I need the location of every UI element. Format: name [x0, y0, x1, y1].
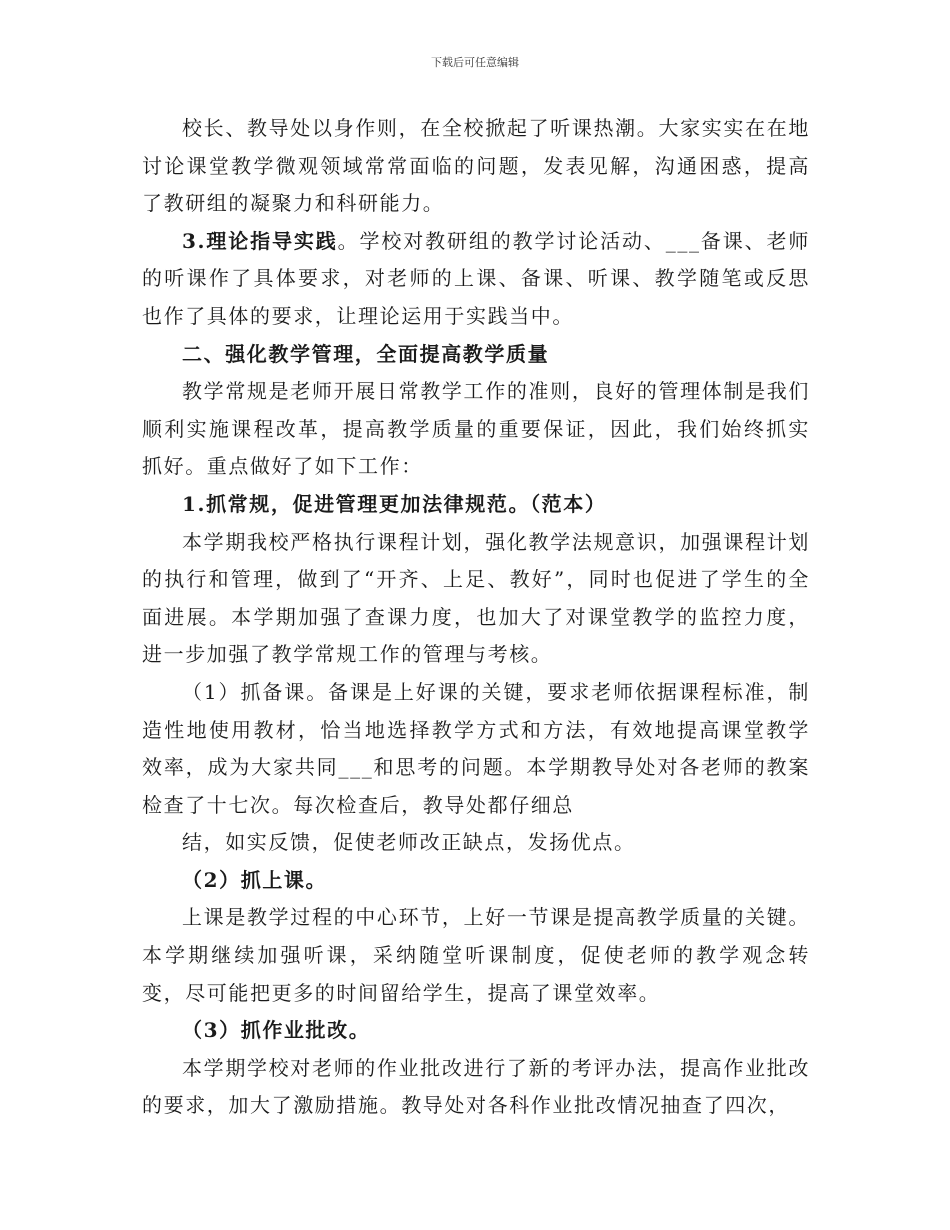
- paragraph-curriculum-plan: 本学期我校严格执行课程计划，强化教学法规意识，加强课程计划的执行和管理，做到了“开齐、上足、教好”，同时也促进了学生的全面进展。本学期加强了查课力度，也加大了对课堂教学的监控力度，进一步加强了教学常规工作的管理与考核。: [142, 529, 810, 667]
- paragraph-feedback: 结，如实反馈，促使老师改正缺点，发扬优点。: [182, 830, 636, 855]
- paragraph-lesson-prep: （1）抓备课。备课是上好课的关键，要求老师依据课程标准，制造性地使用教材，恰当地选择教学方式和方法，有效地提高课堂教学效率，成为大家共同___和思考的问题。本学期教导处对各老师的教案检查了十七次。每次检查后，教导处都仔细总: [142, 679, 810, 817]
- paragraph-body-theory-practice: 。学校对教研组的教学讨论活动、___备课、老师的听课作了具体要求，对老师的上课、备课、听课、教学随笔或反思也作了具体的要求，让理论运用于实践当中。: [142, 228, 810, 328]
- paragraph-theory-practice: [142, 223, 810, 336]
- subheading-routine: 1.抓常规，促进管理更加法律规范。（范本）: [182, 491, 607, 516]
- paragraph-principal-example: 校长、教导处以身作则，在全校掀起了听课热潮。大家实实在在地讨论课堂教学微观领域常常面临的问题，发表见解，沟通困惑，提高了教研组的凝聚力和科研能力。: [142, 116, 810, 216]
- paragraph-routine-intro: 教学常规是老师开展日常教学工作的准则，良好的管理体制是我们顺利实施课程改革，提高教学质量的重要保证，因此，我们始终抓实抓好。重点做好了如下工作：: [142, 379, 810, 479]
- paragraph-lead-theory-practice: 3.理论指导实践: [182, 228, 338, 253]
- subheading-classes: （2）抓上课。: [182, 867, 328, 892]
- section-heading-teaching-management: 二、强化教学管理，全面提高教学质量: [182, 341, 550, 366]
- page-header: 下载后可任意编辑: [431, 56, 519, 69]
- subheading-homework: （3）抓作业批改。: [182, 1018, 371, 1043]
- document-body: [142, 110, 810, 1125]
- paragraph-classes: 上课是教学过程的中心环节，上好一节课是提高教学质量的关键。本学期继续加强听课，采纳随堂听课制度，促使老师的教学观念转变，尽可能把更多的时间留给学生，提高了课堂效率。: [142, 905, 810, 1005]
- paragraph-homework: 本学期学校对老师的作业批改进行了新的考评办法，提高作业批改的要求，加大了激励措施。教导处对各科作业批改情况抽查了四次，: [142, 1055, 810, 1118]
